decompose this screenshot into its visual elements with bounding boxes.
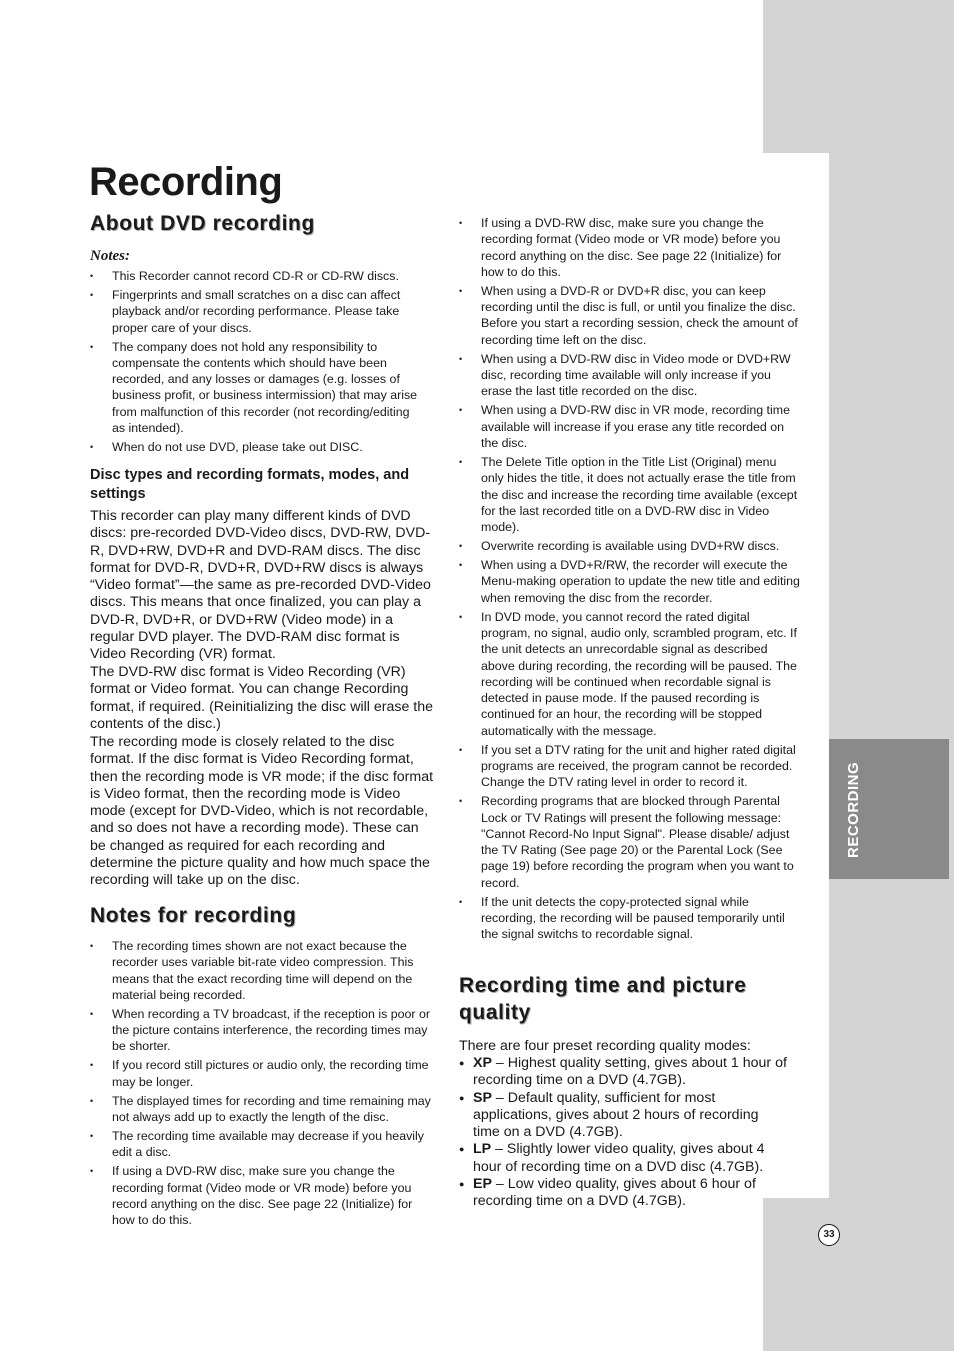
list-item: • When using a DVD-RW disc in Video mode or DVD+RW disc, recording time available will only increase if you erase the last title recorded on the disc. [459, 351, 802, 400]
side-panel [829, 153, 954, 1198]
list-item: • When do not use DVD, please take out DISC. [90, 439, 425, 455]
recording-time-quality-heading: Recording time and picture quality [459, 974, 747, 1024]
notes-for-recording-heading: Notes for recording [90, 904, 297, 927]
quality-mode-lp [459, 1141, 789, 1176]
disc-types-paragraph-2: The DVD-RW disc format is Video Recording (VR) format or Video format. You can change Recording format, if required. (Reinitializing the disc will erase the contents of the disc.) [90, 664, 434, 732]
list-item: • The Delete Title option in the Title List (Original) menu only hides the title, it does not actually erase the title from the disc and increase the recording time available (except for the last recorded title on a DVD-RW disc in Video mode). [459, 454, 802, 535]
list-item: • Overwrite recording is available using DVD+RW discs. [459, 538, 802, 554]
mode-description: – Low video quality, gives about 6 hour of recording time on a DVD (4.7GB). [473, 1176, 756, 1210]
mode-description: – Default quality, sufficient for most applications, gives about 2 hours of recording time on a DVD (4.7GB). [473, 1089, 759, 1141]
list-item: • When recording a TV broadcast, if the reception is poor or the picture contains interference, the recording times may be shorter. [90, 1006, 435, 1055]
list-item: • The recording time available may decrease if you heavily edit a disc. [90, 1128, 435, 1161]
section-tab-label: RECORDING [845, 761, 862, 858]
list-item: • When using a DVD-R or DVD+R disc, you can keep recording until the disc is full, or until you finalize the disc. Before you start a recording session, check the amount of recording time left on the disc. [459, 283, 802, 348]
disc-types-paragraph-3: The recording mode is closely related to the disc format. If the disc format is Video Recording format, then the recording mode is VR mode; if the disc format is Video format, then the recording mode is Video mode (except for DVD-Video, which is not recordable, and so does not have a recording mode). These can be changed as required for each recording and determine the picture quality and how much space the recording will take up on the disc. [90, 734, 434, 889]
list-item: • If the unit detects the copy-protected signal while recording, the recording will be paused temporarily until the signal switchs to recordable signal. [459, 894, 802, 943]
quality-mode-xp [459, 1055, 789, 1090]
list-item: • The company does not hold any responsibility to compensate the contents which should have been recorded, and any losses or damages (e.g. losses of business profit, or business intermission) that may arise from malfunction of this recorder (not recording/editing as intended). [90, 339, 425, 437]
quality-mode-sp [459, 1090, 789, 1142]
page-number: 33 [818, 1224, 840, 1246]
list-item: • If you record still pictures or audio only, the recording time may be longer. [90, 1057, 435, 1090]
list-item: • If using a DVD-RW disc, make sure you change the recording format (Video mode or VR mode) before you record anything on the disc. See page 22 (Initialize) for how to do this. [459, 215, 802, 280]
quality-intro: There are four preset recording quality modes: [459, 1038, 751, 1054]
notes-label: Notes: [90, 248, 130, 264]
mode-description: – Highest quality setting, gives about 1 hour of recording time on a DVD (4.7GB). [473, 1055, 787, 1089]
recording-notes-continued-list [459, 215, 802, 945]
about-notes-list [90, 268, 425, 458]
quality-modes-list [459, 1055, 789, 1211]
list-item: • This Recorder cannot record CD-R or CD-RW discs. [90, 268, 425, 284]
mode-name: LP [473, 1141, 492, 1158]
recording-notes-list [90, 938, 435, 1231]
list-item: • Fingerprints and small scratches on a disc can affect playback and/or recording performance. Please take proper care of your discs. [90, 287, 425, 336]
list-item: • If you set a DTV rating for the unit and higher rated digital programs are received, the program cannot be recorded. Change the DTV rating level in order to record it. [459, 742, 802, 791]
disc-types-paragraph-1: This recorder can play many different kinds of DVD discs: pre-recorded DVD-Video discs, DVD-RW, DVD-R, DVD+RW, DVD+R and DVD-RAM discs. The disc format for DVD-R, DVD+R, DVD+RW discs is always “Video format”—the same as pre-recorded DVD-Video discs. This means that once finalized, you can play a DVD-R, DVD+R, or DVD+RW (Video mode) in a regular DVD player. The DVD-RAM disc format is Video Recording (VR) format. [90, 508, 431, 663]
list-item: • If using a DVD-RW disc, make sure you change the recording format (Video mode or VR mode) before you record anything on the disc. See page 22 (Initialize) for how to do this. [90, 1163, 435, 1228]
mode-description: – Slightly lower video quality, gives about 4 hour of recording time on a DVD disc (4.7GB). [473, 1141, 765, 1175]
list-item: • The recording times shown are not exact because the recorder uses variable bit-rate video compression. This means that the exact recording time will depend on the material being recorded. [90, 938, 435, 1003]
side-panel-bottom [763, 1198, 954, 1351]
list-item: • When using a DVD-RW disc in VR mode, recording time available will increase if you erase any title recorded on the disc. [459, 402, 802, 451]
quality-mode-ep [459, 1176, 789, 1211]
mode-name: XP [473, 1055, 492, 1071]
list-item: • In DVD mode, you cannot record the rated digital program, no signal, audio only, scrambled program, etc. If the unit detects an unrecordable signal as described above during recording, the recording will be paused. The recording will be continued when recordable signal is detected in pause mode. If the paused recording is continued for an hour, the recording will be stopped automatically with the message. [459, 609, 802, 739]
list-item: • When using a DVD+R/RW, the recorder will execute the Menu-making operation to update the new title and editing when removing the disc from the recorder. [459, 557, 802, 606]
about-dvd-recording-heading: About DVD recording [90, 212, 315, 235]
mode-name: EP [473, 1176, 492, 1193]
mode-name: SP [473, 1089, 492, 1106]
list-item: • Recording programs that are blocked through Parental Lock or TV Ratings will present the following message: "Cannot Record-No Input Signal". Please disable/ adjust the TV Rating (See page 20) or the Parental Lock (See page 19) before recording the program when you want to record. [459, 793, 802, 891]
list-item: • The displayed times for recording and time remaining may not always add up to exactly the length of the disc. [90, 1093, 435, 1126]
page-title: Recording [89, 160, 283, 204]
disc-types-heading: Disc types and recording formats, modes, and settings [90, 467, 410, 502]
side-panel-top [763, 0, 954, 153]
